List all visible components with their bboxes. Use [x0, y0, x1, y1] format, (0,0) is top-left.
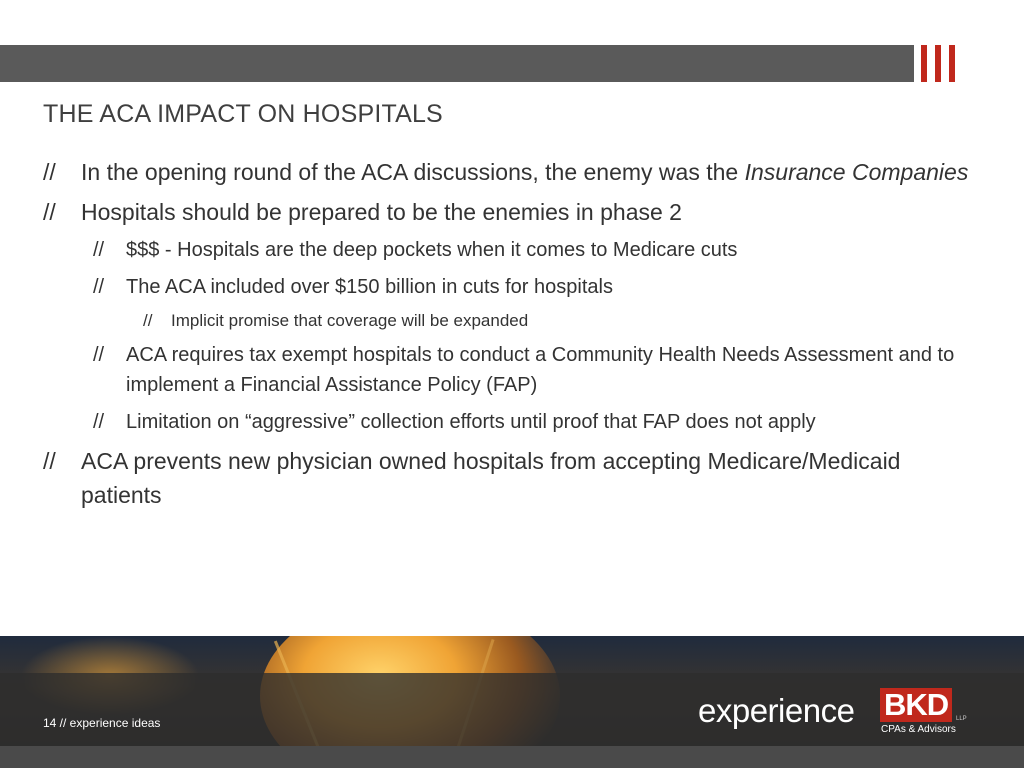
- logo-tagline: CPAs & Advisors: [881, 724, 956, 735]
- bullet-text: Hospitals should be prepared to be the enemies in phase 2: [81, 199, 682, 225]
- bullet-text: Limitation on “aggressive” collection efforts until proof that FAP does not apply: [126, 411, 816, 433]
- slide-content: [43, 155, 973, 518]
- page-number: 14 // experience ideas: [43, 716, 161, 730]
- bullet-text: ACA prevents new physician owned hospitals from accepting Medicare/Medicaid patients: [81, 448, 901, 508]
- bullet-emphasis: Insurance Companies: [744, 159, 969, 185]
- bullet-text: In the opening round of the ACA discussions, the enemy was the: [81, 159, 745, 185]
- logo-word: experience: [698, 692, 855, 729]
- sub-sub-bullet-item: [143, 309, 973, 333]
- bullet-text: The ACA included over $150 billion in cuts for hospitals: [126, 276, 613, 298]
- bullet-marker: //: [93, 411, 105, 433]
- header-band: [0, 45, 914, 82]
- logo-brand: BKD: [880, 688, 952, 722]
- footer-base-strip: [0, 746, 1024, 768]
- sub-bullet-item: [93, 272, 973, 302]
- bullet-marker: //: [143, 311, 153, 330]
- sub-bullet-item: [93, 340, 973, 400]
- bullet-marker: //: [43, 199, 56, 225]
- company-logo: [698, 688, 978, 738]
- sub-bullet-item: [93, 235, 973, 265]
- bullet-item: [43, 444, 973, 512]
- bullet-text: ACA requires tax exempt hospitals to conduct a Community Health Needs Assessment and to implement a Financial Assistance Policy (FAP): [126, 344, 955, 396]
- bullet-marker: //: [93, 276, 105, 298]
- slide-title: THE ACA IMPACT ON HOSPITALS: [43, 100, 443, 128]
- bullet-marker: //: [43, 448, 56, 474]
- logo-llp: LLP: [956, 716, 967, 722]
- bullet-text: Implicit promise that coverage will be expanded: [171, 311, 529, 330]
- bullet-marker: //: [93, 239, 105, 261]
- bullet-item: [43, 195, 973, 229]
- bullet-text: $$$ - Hospitals are the deep pockets when it comes to Medicare cuts: [126, 239, 738, 261]
- brand-bars-icon: [921, 45, 961, 82]
- sub-bullet-item: [93, 407, 973, 437]
- bullet-item: [43, 155, 973, 189]
- bullet-marker: //: [93, 344, 105, 366]
- bullet-marker: //: [43, 159, 56, 185]
